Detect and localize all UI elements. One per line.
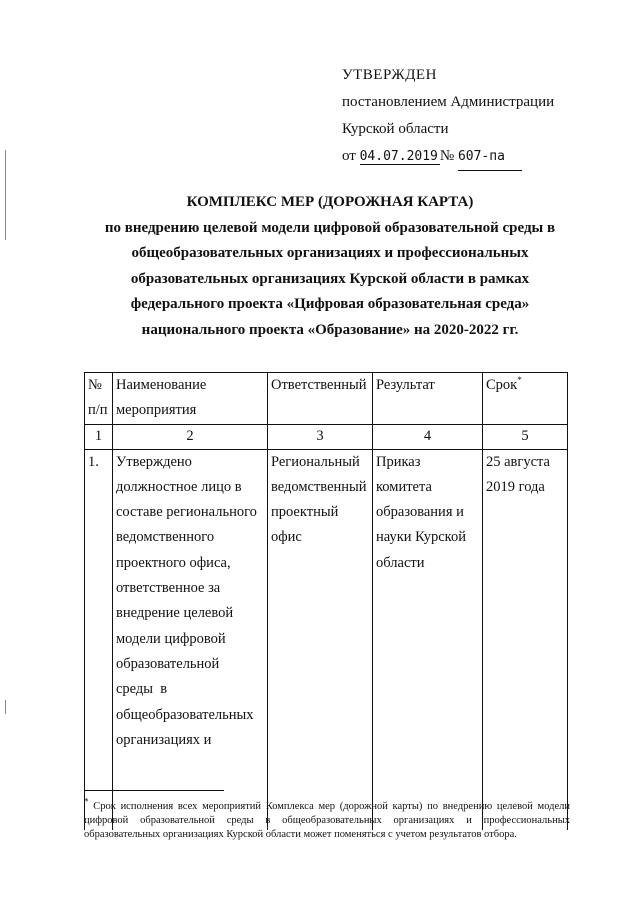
title-line: национального проекта «Образование» на 2020-2022 гг. [141,321,519,338]
cell-line: модели цифровой [116,630,226,647]
approval-line: Курской области [342,121,449,137]
approval-stamp [342,62,554,171]
cell-line: ведомственного [116,529,215,546]
column-number: 2 [113,424,268,449]
title-line: федерального проекта «Цифровая образовательная среда» [130,296,530,312]
row-num: 1. [85,449,113,830]
column-number: 5 [483,424,568,449]
approval-date-field [360,148,440,165]
cell-line: образования и [376,504,464,521]
approval-heading: УТВЕРЖДЕН [342,67,437,83]
approval-number: 607-па [457,149,505,164]
footnote-mark: * [517,375,522,386]
cell-line: составе регионального [116,504,257,521]
header-text: № [88,377,102,393]
header-num [85,373,113,425]
header-text: Результат [376,377,435,393]
approval-line: постановлением Администрации [342,94,555,110]
cell-line: области [376,554,425,571]
cell-line: должностное лицо в [116,478,242,495]
footnote-text: Срок исполнения всех мероприятий Комплекса мер (дорожной карты) по внедрению целевой модели цифровой образовательной среды в общеобразовательных организациях и профессиональных образовательных организациях Курской области может поменяться с учетом результатов отбора. [84,801,571,840]
cell-line: образовательной [116,655,220,672]
cell-line: организациях и [116,731,212,748]
cell-line: 2019 года [486,478,545,495]
cell-line: проектный [271,504,339,521]
date-prefix: от [342,148,356,164]
column-number: 3 [268,424,373,449]
header-responsible [268,373,373,425]
document-title [60,190,600,343]
footnote-separator [84,790,224,791]
row-result [373,449,483,830]
approval-number-field [458,143,522,171]
row-responsible [268,449,373,830]
column-number-row [85,424,568,449]
cell-line: Утверждено [116,453,192,470]
margin-mark [5,700,6,714]
cell-line: ответственное за [116,580,221,597]
cell-line: Приказ [376,453,421,470]
cell-line: внедрение целевой [116,605,234,622]
margin-mark [5,150,6,240]
row-deadline [483,449,568,830]
cell-line: комитета [376,478,432,495]
header-deadline [483,373,568,425]
header-text: Ответственный [271,377,367,393]
title-line: по внедрению целевой модели цифровой образовательной среды в [104,219,556,236]
cell-line: Региональный [271,453,360,470]
title-line: общеобразовательных организациях и профессиональных [131,245,529,261]
cell-line: среды в [116,681,168,698]
column-number: 4 [373,424,483,449]
cell-line: общеобразовательных [116,706,254,723]
title-heading: КОМПЛЕКС МЕР (ДОРОЖНАЯ КАРТА) [186,194,474,210]
number-sign: № [439,148,455,164]
approval-date-line [342,143,554,171]
cell-line: ведомственный [271,478,367,495]
table-row [85,449,568,830]
table-header-row [85,373,568,425]
cell-line: проектного офиса, [116,554,231,571]
header-text: мероприятия [116,402,197,419]
approval-date: 04.07.2019 [359,149,438,164]
column-number: 1 [85,424,113,449]
roadmap-table [84,372,568,830]
cell-line: офис [271,529,302,546]
cell-line: 25 августа [486,453,550,470]
footnote [84,796,571,842]
header-text: п/п [88,402,108,419]
footnote-mark: * [84,796,89,807]
title-line: образовательных организациях Курской области в рамках [130,270,530,287]
header-text: Наименование [116,377,207,393]
header-text: Срок [486,377,518,393]
cell-line: науки Курской [376,529,466,546]
row-name [113,449,268,830]
header-result [373,373,483,425]
header-name [113,373,268,425]
